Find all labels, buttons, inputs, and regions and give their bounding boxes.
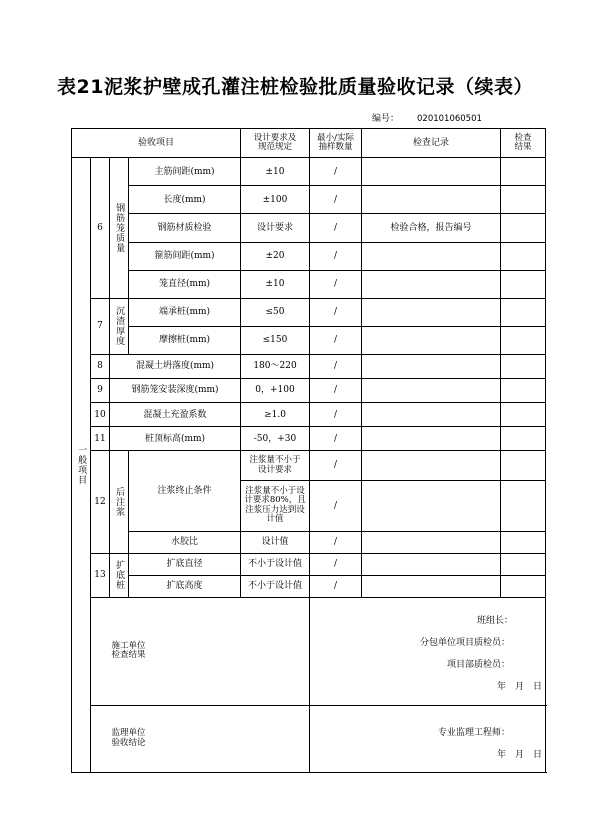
item-name: 长度(mm) [129, 186, 241, 214]
item-number: 6 [91, 158, 110, 299]
group-cell [110, 298, 129, 354]
construction-label: 施工单位 检查结果 [111, 640, 146, 661]
item-name: 钢筋材质检验 [129, 214, 241, 242]
item-sample: / [310, 158, 362, 186]
item-number: 12 [91, 451, 110, 553]
header-item: 验收项目 [72, 129, 241, 158]
item-sample: / [310, 575, 362, 597]
item-result [501, 242, 546, 270]
header-record: 检查记录 [362, 129, 501, 158]
item-number: 9 [91, 379, 110, 403]
item-result [501, 575, 546, 597]
item-record [362, 531, 501, 553]
item-record [362, 158, 501, 186]
item-sample: / [310, 427, 362, 451]
item-sample: / [310, 403, 362, 427]
header-design: 设计要求及 规范规定 [241, 129, 310, 158]
item-result [501, 158, 546, 186]
table-row [72, 270, 546, 298]
code-label: 编号： [372, 114, 400, 124]
supervision-label: 监理单位 验收结论 [111, 728, 146, 748]
header-row [72, 129, 546, 158]
item-number: 13 [91, 553, 110, 597]
item-record [362, 427, 501, 451]
group-label: 扩底桩 [114, 560, 125, 591]
group-cell [110, 553, 129, 597]
item-spec: ±20 [241, 242, 310, 270]
item-record [362, 379, 501, 403]
construction-sign-cell [310, 598, 546, 706]
item-name: 笼直径(mm) [129, 270, 241, 298]
item-name: 混凝土坍落度(mm) [110, 355, 241, 379]
group-label: 沉渣厚度 [114, 306, 125, 347]
item-sample: / [310, 186, 362, 214]
item-record [362, 298, 501, 326]
table-row [72, 242, 546, 270]
record-code [372, 111, 482, 124]
table-row [72, 451, 546, 480]
item-result [501, 480, 546, 531]
item-record [362, 451, 501, 480]
item-record [362, 326, 501, 354]
item-sample: / [310, 214, 362, 242]
construction-label-cell [91, 598, 310, 706]
table-row [72, 355, 546, 379]
item-result [501, 186, 546, 214]
item-sample: / [310, 379, 362, 403]
general-items-label: 一般项目 [76, 445, 87, 486]
code-value: 020101060501 [417, 114, 482, 124]
item-record [362, 480, 501, 531]
item-spec: ≤150 [241, 326, 310, 354]
header-result: 检查 结果 [501, 129, 546, 158]
table-row [72, 379, 546, 403]
item-sample: / [310, 326, 362, 354]
item-name: 端承桩(mm) [129, 298, 241, 326]
item-sample: / [310, 451, 362, 480]
table-row [72, 575, 546, 597]
item-record [362, 270, 501, 298]
item-record [362, 553, 501, 575]
item-spec: ±10 [241, 270, 310, 298]
item-spec: 不小于设计值 [241, 553, 310, 575]
group-label: 后注浆 [114, 487, 125, 518]
construction-row [72, 598, 546, 706]
item-record [362, 575, 501, 597]
item-spec: 注浆量不小于设 计要求80%，且 注浆压力达到设 计值 [241, 480, 310, 531]
supervision-row [72, 705, 546, 772]
item-result [501, 531, 546, 553]
team-leader-label: 班组长： [477, 616, 514, 627]
item-spec: -50，+30 [241, 427, 310, 451]
supervision-sign-cell [310, 705, 546, 772]
header-sample: 最小/实际 抽样数量 [310, 129, 362, 158]
item-spec: 设计要求 [241, 214, 310, 242]
item-record: 检验合格，报告编号 [362, 214, 501, 242]
item-result [501, 355, 546, 379]
item-spec: ±10 [241, 158, 310, 186]
item-result [501, 427, 546, 451]
page-title: 表21泥浆护壁成孔灌注桩检验批质量验收记录（续表） [57, 76, 533, 98]
item-sample: / [310, 531, 362, 553]
item-spec: ±100 [241, 186, 310, 214]
item-name: 混凝土充盈系数 [110, 403, 241, 427]
item-name: 箍筋间距(mm) [129, 242, 241, 270]
item-result [501, 403, 546, 427]
general-items-cell [72, 158, 91, 773]
item-result [501, 379, 546, 403]
item-sample: / [310, 242, 362, 270]
group-cell [110, 451, 129, 553]
item-number: 11 [91, 427, 110, 451]
item-name: 扩底直径 [129, 553, 241, 575]
table-row [72, 427, 546, 451]
item-spec: ≥1.0 [241, 403, 310, 427]
item-spec: 注浆量不小于 设计要求 [241, 451, 310, 480]
item-name: 扩底高度 [129, 575, 241, 597]
item-sample: / [310, 355, 362, 379]
item-result [501, 298, 546, 326]
item-spec: 180～220 [241, 355, 310, 379]
item-sample: / [310, 480, 362, 531]
table-row [72, 186, 546, 214]
item-result [501, 270, 546, 298]
supervision-engineer-label: 专业监理工程师： [438, 727, 511, 738]
item-name: 钢筋笼安装深度(mm) [110, 379, 241, 403]
table-row [72, 553, 546, 575]
item-result [501, 451, 546, 480]
item-record [362, 355, 501, 379]
item-name: 注浆终止条件 [129, 451, 241, 531]
item-name: 水胶比 [129, 531, 241, 553]
item-sample: / [310, 553, 362, 575]
table-row [72, 158, 546, 186]
item-result [501, 553, 546, 575]
group-cell [110, 158, 129, 299]
item-number: 10 [91, 403, 110, 427]
item-number: 8 [91, 355, 110, 379]
table-row [72, 326, 546, 354]
item-number: 7 [91, 298, 110, 354]
supervision-date: 年 月 日 [497, 749, 543, 760]
item-record [362, 403, 501, 427]
item-spec: 不小于设计值 [241, 575, 310, 597]
item-result [501, 326, 546, 354]
item-name: 桩顶标高(mm) [110, 427, 241, 451]
table-row [72, 403, 546, 427]
item-name: 主筋间距(mm) [129, 158, 241, 186]
project-inspector-label: 项目部质检员： [447, 660, 511, 671]
table-row [72, 298, 546, 326]
construction-date: 年 月 日 [497, 682, 543, 693]
item-sample: / [310, 298, 362, 326]
inspection-table [71, 128, 546, 773]
supervision-label-cell [91, 705, 310, 772]
item-spec: ≤50 [241, 298, 310, 326]
item-spec: 0，+100 [241, 379, 310, 403]
sub-inspector-label: 分包单位项目质检员： [420, 638, 511, 649]
item-result [501, 214, 546, 242]
group-label: 钢筋笼质量 [114, 202, 125, 253]
item-name: 摩擦桩(mm) [129, 326, 241, 354]
item-record [362, 186, 501, 214]
item-record [362, 242, 501, 270]
table-row [72, 214, 546, 242]
item-sample: / [310, 270, 362, 298]
item-spec: 设计值 [241, 531, 310, 553]
table-row [72, 531, 546, 553]
